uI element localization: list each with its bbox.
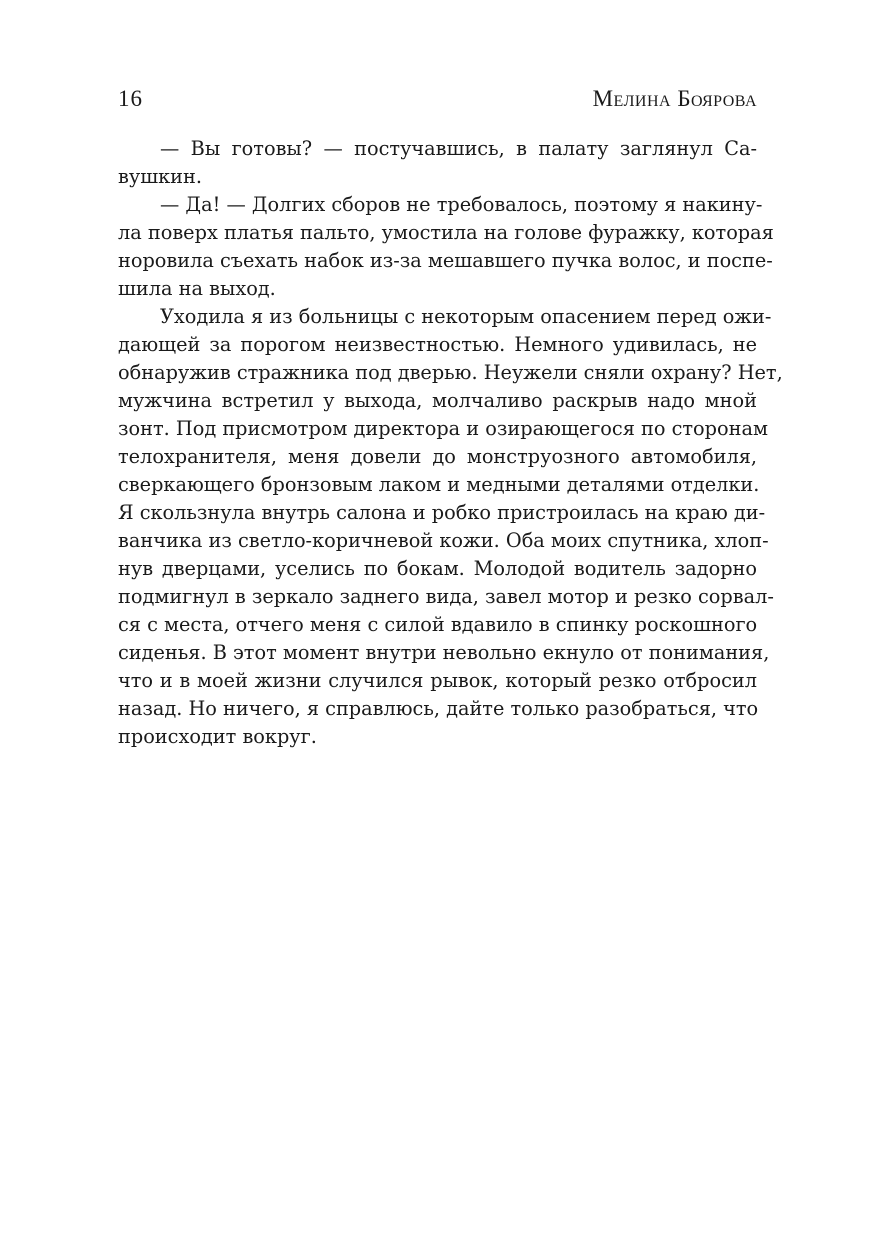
text-line: Я скользнула внутрь салона и робко пристроилась на краю ди- (118, 501, 766, 524)
text-line: сиденья. В этот момент внутри невольно екнуло от понимания, (118, 641, 770, 664)
text-line: — Да! — Долгих сборов не требовалось, поэтому я накину- (160, 193, 763, 216)
text-line: мужчина встретил у выхода, молчаливо раскрыв надо мной (118, 389, 757, 412)
text-line: Уходила я из больницы с некоторым опасением перед ожи- (160, 305, 772, 328)
text-line: что и в моей жизни случился рывок, который резко отбросил (118, 669, 757, 692)
running-head-author: Мелина Боярова (592, 86, 757, 111)
text-line: назад. Но ничего, я справлюсь, дайте только разобраться, что (118, 697, 759, 720)
text-line: сверкающего бронзовым лаком и медными деталями отделки. (118, 473, 760, 496)
text-line: обнаружив стражника под дверью. Неужели сняли охрану? Нет, (118, 361, 783, 384)
text-line: зонт. Под присмотром директора и озирающегося по сторонам (118, 417, 768, 440)
text-line: ся с места, отчего меня с силой вдавило в спинку роскошного (118, 613, 758, 636)
text-line: ванчика из светло-коричневой кожи. Оба моих спутника, хлоп- (118, 529, 769, 552)
page-number: 16 (118, 86, 143, 111)
body-text (118, 135, 783, 751)
text-line: нув дверцами, уселись по бокам. Молодой водитель задорно (118, 557, 757, 580)
text-line: вушкин. (118, 165, 203, 188)
text-line: происходит вокруг. (118, 725, 317, 748)
text-line: шила на выход. (118, 277, 276, 300)
text-line: ла поверх платья пальто, умостила на голове фуражку, которая (118, 221, 774, 244)
text-line: телохранителя, меня довели до монструозного автомобиля, (118, 445, 757, 468)
page-header (118, 84, 757, 118)
text-line: подмигнул в зеркало заднего вида, завел мотор и резко сорвал- (118, 585, 774, 608)
text-line: дающей за порогом неизвестностью. Немного удивилась, не (118, 333, 757, 356)
text-line: норовила съехать набок из-за мешавшего пучка волос, и поспе- (118, 249, 773, 272)
text-line: — Вы готовы? — постучавшись, в палату заглянул Са- (160, 137, 757, 160)
